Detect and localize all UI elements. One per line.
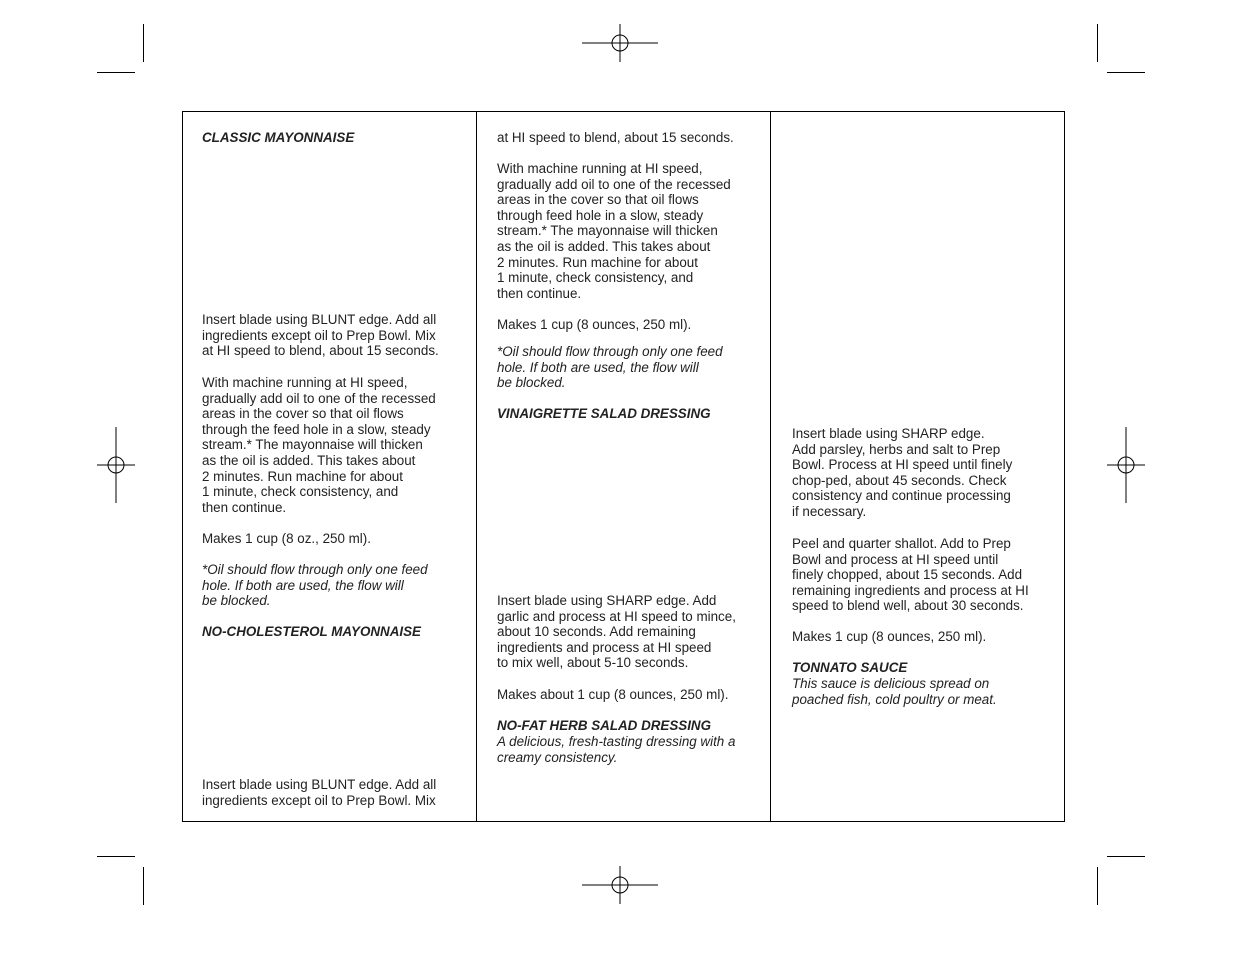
vinaigrette-step-1: Insert blade using SHARP edge. Add garlic and process at HI speed to mince, about 10 seconds. Add remaining ingredients and process at HI speed to mix well, about 5-10 seconds. <box>497 593 736 671</box>
no-fat-herb-dressing-description: A delicious, fresh-tasting dressing with a creamy consistency. <box>497 734 736 765</box>
classic-mayonnaise-step-1: Insert blade using BLUNT edge. Add all ingredients except oil to Prep Bowl. Mix at HI speed to blend, about 15 seconds. <box>202 312 439 359</box>
no-cholesterol-yield: Makes 1 cup (8 ounces, 250 ml). <box>497 317 692 332</box>
crop-mark-bl-h <box>97 856 135 857</box>
no-cholesterol-mayonnaise-title: NO-CHOLESTEROL MAYONNAISE <box>202 624 421 639</box>
registration-mark-left <box>97 427 135 503</box>
no-cholesterol-note: *Oil should flow through only one feed hole. If both are used, the flow will be blocked. <box>497 344 723 391</box>
crop-mark-br-v <box>1097 867 1098 905</box>
crop-mark-tl-h <box>97 72 135 73</box>
no-fat-herb-dressing-title: NO-FAT HERB SALAD DRESSING <box>497 718 712 733</box>
crop-mark-tr-h <box>1107 72 1145 73</box>
registration-mark-bottom <box>582 866 658 904</box>
tonnato-sauce-title: TONNATO SAUCE <box>792 660 908 675</box>
herb-dressing-step-2: Peel and quarter shallot. Add to Prep Bowl and process at HI speed until finely chopped, about 15 seconds. Add remaining ingredients and process at HI speed to blend well, about 30 seconds. <box>792 536 1029 614</box>
column-1 <box>183 112 476 821</box>
no-cholesterol-step-2: With machine running at HI speed, gradually add oil to one of the recessed areas in the cover so that oil flows through feed hole in a slow, steady stream.* The mayonnaise will thicken as the oil is added. This takes about 2 minutes. Run machine for about 1 minute, check consistency, and then continue. <box>497 161 731 301</box>
no-cholesterol-mayonnaise-step-1: Insert blade using BLUNT edge. Add all ingredients except oil to Prep Bowl. Mix <box>202 777 437 808</box>
crop-mark-tr-v <box>1097 24 1098 62</box>
registration-mark-top <box>582 24 658 62</box>
crop-mark-tl-v <box>143 24 144 62</box>
vinaigrette-title: VINAIGRETTE SALAD DRESSING <box>497 406 711 421</box>
crop-mark-bl-v <box>143 867 144 905</box>
crop-mark-br-h <box>1107 856 1145 857</box>
column-3 <box>771 112 1064 821</box>
herb-dressing-step-1: Insert blade using SHARP edge. Add parsley, herbs and salt to Prep Bowl. Process at HI speed until finely chop-ped, about 45 seconds. Check consistency and continue processing if necessary. <box>792 426 1013 519</box>
tonnato-sauce-description: This sauce is delicious spread on poached fish, cold poultry or meat. <box>792 676 997 707</box>
classic-mayonnaise-note: *Oil should flow through only one feed hole. If both are used, the flow will be blocked. <box>202 562 428 609</box>
no-cholesterol-step-1-cont: at HI speed to blend, about 15 seconds. <box>497 130 734 145</box>
registration-mark-right <box>1107 427 1145 503</box>
classic-mayonnaise-step-2: With machine running at HI speed, gradually add oil to one of the recessed areas in the cover so that oil flows through the feed hole in a slow, steady stream.* The mayonnaise will thicken as the oil is added. This takes about 2 minutes. Run machine for about 1 minute, check consistency, and then continue. <box>202 375 436 515</box>
column-2 <box>477 112 770 821</box>
recipe-panel <box>182 111 1065 822</box>
classic-mayonnaise-yield: Makes 1 cup (8 oz., 250 ml). <box>202 531 371 546</box>
herb-dressing-yield: Makes 1 cup (8 ounces, 250 ml). <box>792 629 987 644</box>
vinaigrette-yield: Makes about 1 cup (8 ounces, 250 ml). <box>497 687 729 702</box>
classic-mayonnaise-title: CLASSIC MAYONNAISE <box>202 130 355 145</box>
